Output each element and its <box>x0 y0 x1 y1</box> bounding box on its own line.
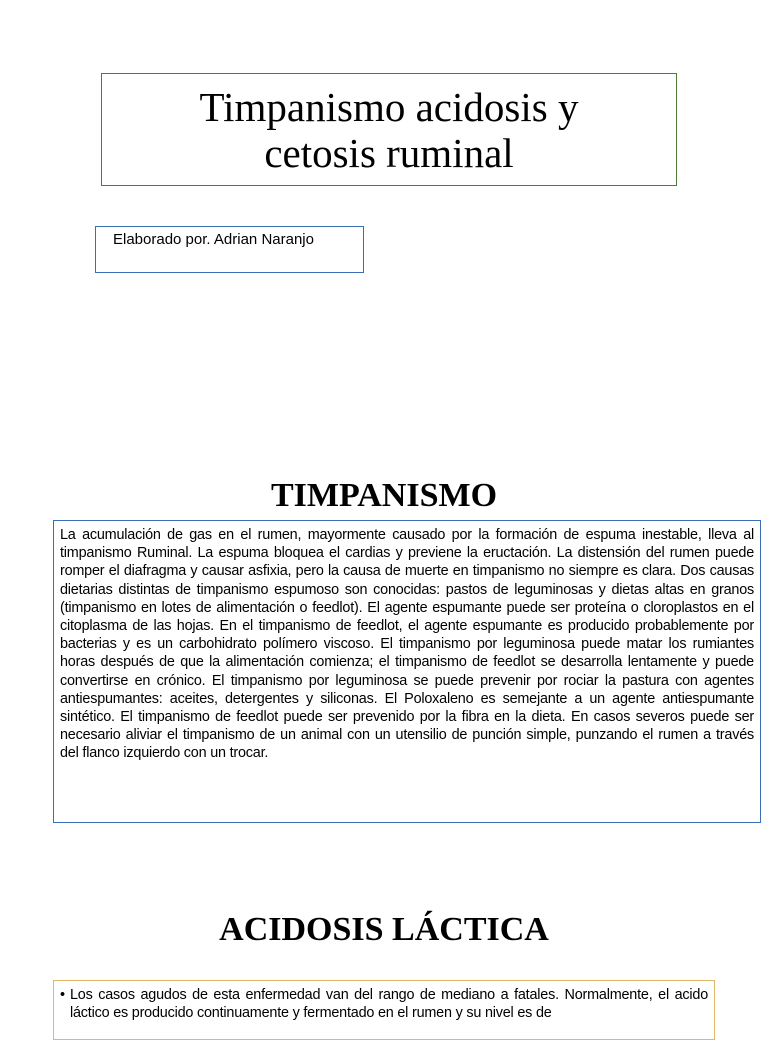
section-heading-acidosis: ACIDOSIS LÁCTICA <box>219 911 549 948</box>
timpanismo-paragraph: La acumulación de gas en el rumen, mayormente causado por la formación de espuma inestable, lleva al timpanismo Ruminal. La espuma bloquea el cardias y previene la eructación. La distensión del rumen puede romper el diafragma y causar asfixia, pero la causa de muerte en timpanismo no siempre es clara. Dos causas dietarias distintas de timpanismo espumoso son conocidas: pastos de leguminosas y dietas altas en granos (timpanismo en lotes de alimentación o feedlot). El agente espumante puede ser proteína o cloroplastos en el citoplasma de las hojas. En el timpanismo de feedlot, el agente espumante es producido probablemente por bacterias y es un carbohidrato polímero viscoso. El timpanismo por leguminosa puede matar los rumiantes horas después de que la alimentación comienza; el timpanismo de feedlot se desarrolla lentamente y puede convertirse en crónico. El timpanismo por leguminosa se puede prevenir por rociar la pastura con agentes antiespumantes: aceites, detergentes y siliconas. El Poloxaleno es semejante a un agente antiespumante sintético. El timpanismo de feedlot puede ser prevenido por la fibra en la dieta. En casos severos puede ser necesario aliviar el timpanismo de un animal con un utensilio de punción simple, punzando el rumen a través del flanco izquierdo con un trocar. <box>60 527 754 762</box>
section-heading-timpanismo: TIMPANISMO <box>270 477 498 514</box>
bullet-icon: • <box>60 987 65 1003</box>
acidosis-bullet-text: Los casos agudos de esta enfermedad van del rango de mediano a fatales. Normalmente, el acido láctico es producido continuamente y fermentado en el rumen y su nivel es de <box>70 987 708 1022</box>
timpanismo-paragraph-box <box>53 520 761 823</box>
document-title-box <box>101 73 677 186</box>
author-box <box>95 226 364 273</box>
acidosis-bullet-box <box>53 980 715 1040</box>
list-item <box>60 986 708 1022</box>
document-title-line-1: Timpanismo acidosis y <box>199 83 579 130</box>
author-label: Elaborado por. Adrian Naranjo <box>113 231 314 248</box>
document-title-line-2: cetosis ruminal <box>264 129 514 176</box>
